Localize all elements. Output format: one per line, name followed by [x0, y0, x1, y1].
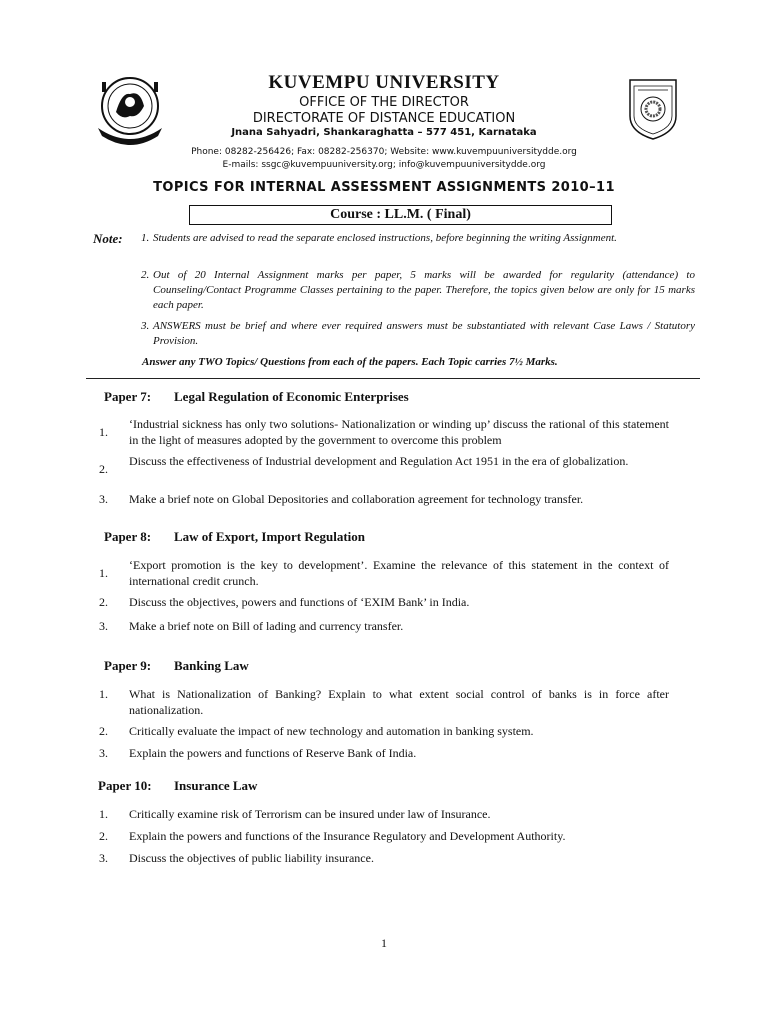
item-text: Critically evaluate the impact of new technology and automation in banking system. [129, 724, 534, 738]
item-text: ‘Industrial sickness has only two solutions- Nationalization or winding up’ discuss the rational of this statement in the light of measures adopted by the government to overcome this problem [129, 417, 669, 447]
note-text: Students are advised to read the separate enclosed instructions, before beginning the writing Assignment. [153, 232, 617, 244]
item-text: Make a brief note on Global Depositories and collaboration agreement for technology transfer. [129, 492, 584, 506]
item-text: Explain the powers and functions of Reserve Bank of India. [129, 746, 417, 760]
paper-heading [98, 778, 257, 794]
item-number: 3. [99, 492, 108, 506]
document-title: TOPICS FOR INTERNAL ASSESSMENT ASSIGNMENTS 2010–11 [153, 180, 615, 195]
item-text: Explain the powers and functions of the Insurance Regulatory and Development Authority. [129, 829, 566, 843]
item-text: Discuss the effectiveness of Industrial development and Regulation Act 1951 in the era of globalization. [129, 454, 629, 468]
paper-number: Paper 8: [104, 529, 152, 544]
paper-heading [104, 389, 409, 405]
paper-title: Legal Regulation of Economic Enterprises [174, 389, 409, 404]
contact-line: Phone: 08282-256426; Fax: 08282-256370; Website: www.kuvempuuniversitydde.org [191, 147, 577, 157]
paper-title: Law of Export, Import Regulation [174, 529, 366, 544]
paper-heading [104, 529, 365, 545]
note-label: Note: [93, 231, 123, 246]
paper-number: Paper 10: [98, 778, 152, 793]
answer-instruction: Answer any TWO Topics/ Questions from each of the papers. Each Topic carries 7½ Marks. [142, 356, 558, 368]
item-text: What is Nationalization of Banking? Explain to what extent social control of banks is in force after nationalization. [129, 687, 669, 717]
item-text: Discuss the objectives, powers and functions of ‘EXIM Bank’ in India. [129, 595, 470, 609]
note-item [141, 268, 695, 313]
paper-title: Insurance Law [174, 778, 258, 793]
page-number: 1 [381, 936, 387, 950]
note-text: ANSWERS must be brief and where ever required answers must be substantiated with relevant Case Laws / Statutory Provision. [153, 320, 695, 347]
office-title: OFFICE OF THE DIRECTOR [299, 95, 469, 110]
item-text: ‘Export promotion is the key to development’. Examine the relevance of this statement in the context of international credit crunch. [129, 558, 669, 588]
item-number: 2. [99, 829, 108, 843]
item-text: Make a brief note on Bill of lading and currency transfer. [129, 619, 404, 633]
divider [86, 378, 700, 379]
item-text: Discuss the objectives of public liability insurance. [129, 851, 374, 865]
paper-number: Paper 7: [104, 389, 152, 404]
note-number: 2. [141, 269, 150, 281]
note-number: 3. [141, 320, 150, 332]
university-address: Jnana Sahyadri, Shankaraghatta – 577 451, Karnataka [231, 127, 537, 138]
paper-title: Banking Law [174, 658, 249, 673]
item-text: Critically examine risk of Terrorism can be insured under law of Insurance. [129, 807, 491, 821]
note-item [141, 231, 695, 246]
item-number: 1. [99, 807, 108, 821]
email-line: E-mails: ssgc@kuvempuuniversity.org; info@kuvempuuniversitydde.org [222, 160, 546, 170]
directorate-title: DIRECTORATE OF DISTANCE EDUCATION [252, 111, 516, 126]
paper-number: Paper 9: [104, 658, 152, 673]
paper-heading [104, 658, 249, 674]
university-name: KUVEMPU UNIVERSITY [268, 72, 500, 93]
item-number: 1. [99, 425, 108, 439]
item-number: 1. [99, 687, 108, 701]
item-number: 2. [99, 724, 108, 738]
note-number: 1. [141, 232, 150, 244]
item-number: 2. [99, 595, 108, 609]
item-number: 3. [99, 619, 108, 633]
note-text: Out of 20 Internal Assignment marks per paper, 5 marks will be awarded for regularity (attendance) to Counseling/Contact Programme Classes pertaining to the paper. Therefore, the topics given below are only for 15 marks each paper. [153, 269, 695, 311]
note-item [141, 319, 695, 349]
item-number: 3. [99, 851, 108, 865]
item-number: 1. [99, 566, 108, 580]
item-number: 3. [99, 746, 108, 760]
item-number: 2. [99, 462, 108, 476]
course-box: Course : LL.M. ( Final) [189, 205, 612, 225]
